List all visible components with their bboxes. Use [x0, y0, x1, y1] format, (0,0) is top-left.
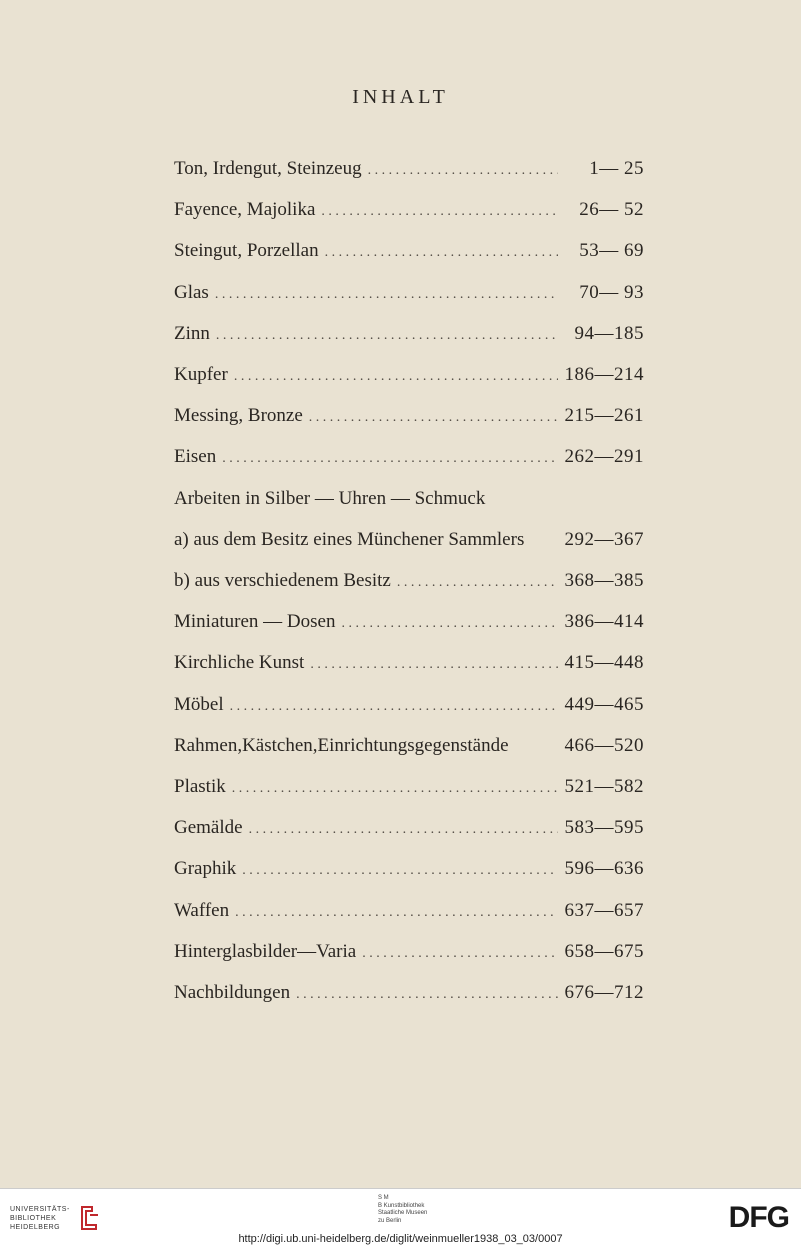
institution-line: zu Berlin	[378, 1217, 402, 1224]
toc-entry	[174, 405, 644, 435]
toc-entry-pages: 53— 69	[579, 240, 644, 262]
toc-dot-leader	[310, 657, 558, 673]
toc-entry	[174, 240, 644, 270]
university-emblem-icon	[78, 1203, 102, 1233]
toc-entry	[174, 652, 644, 682]
toc-entry-title: Möbel	[174, 693, 224, 715]
toc-entry	[174, 858, 644, 888]
toc-entry-pages: 466—520	[564, 734, 644, 756]
toc-dot-leader	[235, 905, 558, 921]
toc-entry-pages: 637—657	[564, 899, 644, 921]
toc-dot-leader	[232, 781, 558, 797]
toc-entry-pages: 94—185	[574, 322, 644, 344]
toc-dot-leader	[397, 575, 558, 591]
toc-entry-pages: 26— 52	[579, 199, 644, 221]
institution-line: S M	[378, 1195, 389, 1201]
toc-entry-title: Gemälde	[174, 817, 243, 839]
university-line: BIBLIOTHEK	[10, 1214, 57, 1222]
toc-dot-leader	[296, 987, 558, 1003]
toc-entry	[174, 158, 644, 188]
institution-line: B Kunstbibliothek	[378, 1202, 425, 1209]
toc-entry	[174, 364, 644, 394]
toc-entry-title: Steingut, Porzellan	[174, 240, 319, 262]
toc-entry	[174, 199, 644, 229]
toc-entry-title: Kupfer	[174, 364, 228, 385]
toc-entry	[174, 694, 644, 724]
toc-entry-pages: 676—712	[564, 982, 644, 1003]
toc-entry	[174, 900, 644, 930]
toc-dot-leader	[215, 287, 558, 303]
toc-entry	[174, 282, 644, 312]
toc-entry	[174, 982, 644, 1012]
toc-entry	[174, 529, 644, 559]
toc-entry-title: Miniaturen — Dosen	[174, 611, 336, 633]
toc-entry-title: b) aus verschiedenem Besitz	[174, 570, 391, 591]
toc-entry-title: Plastik	[174, 776, 226, 797]
holding-institution	[378, 1195, 427, 1225]
university-line: HEIDELBERG	[10, 1223, 61, 1231]
toc-entry-pages: 449—465	[564, 693, 644, 715]
toc-entry-pages: 292—367	[564, 528, 644, 550]
toc-entry-title: Waffen	[174, 899, 230, 921]
toc-entry-title: Eisen	[174, 446, 217, 468]
toc-entry	[174, 817, 644, 847]
toc-entry-pages: 1— 25	[589, 158, 644, 179]
toc-dot-leader	[362, 946, 558, 962]
toc-dot-leader	[249, 822, 558, 838]
toc-entry	[174, 735, 644, 765]
toc-entry-title: Zinn	[174, 322, 210, 344]
toc-entry-title: a) aus dem Besitz eines Münchener Sammlers	[174, 528, 525, 550]
toc-entry	[174, 446, 644, 476]
toc-entry-pages: 386—414	[564, 611, 644, 633]
toc-dot-leader	[216, 328, 558, 344]
toc-entry	[174, 941, 644, 971]
toc-entry-pages: 215—261	[564, 405, 644, 427]
toc-dot-leader	[230, 699, 558, 715]
viewer-footer	[0, 1188, 801, 1247]
toc-entry	[174, 570, 644, 600]
toc-dot-leader	[222, 451, 558, 467]
toc-entry-pages: 415—448	[564, 652, 644, 674]
toc-entry-title: Glas	[174, 281, 209, 303]
toc-dot-leader	[341, 616, 558, 632]
toc-entry	[174, 611, 644, 641]
toc-entry-pages: 70— 93	[579, 281, 644, 303]
toc-dot-leader	[321, 204, 558, 220]
toc-dot-leader	[309, 410, 558, 426]
toc-entry-title: Nachbildungen	[174, 982, 291, 1003]
toc-entry	[174, 776, 644, 806]
toc-entry-pages: 368—385	[564, 570, 644, 591]
page-title: INHALT	[352, 86, 449, 108]
toc-entry-pages: 658—675	[564, 940, 644, 962]
toc-dot-leader	[368, 163, 558, 179]
institution-line: Staatliche Museen	[378, 1210, 428, 1216]
toc-entry-title: Fayence, Majolika	[174, 199, 316, 221]
toc-entry-title: Hinterglasbilder—Varia	[174, 940, 357, 962]
toc-dot-leader	[234, 369, 558, 385]
toc-entry-pages: 521—582	[564, 776, 644, 797]
toc-entry-pages: 186—214	[564, 364, 644, 385]
toc-entry-title: Rahmen,Kästchen,Einrichtungsgegenstände	[174, 734, 509, 756]
toc-entry	[174, 323, 644, 353]
toc-entry-pages: 583—595	[564, 817, 644, 839]
toc-entry-title: Kirchliche Kunst	[174, 652, 305, 674]
toc-entry-title: Messing, Bronze	[174, 405, 303, 427]
toc-entry-title: Arbeiten in Silber — Uhren — Schmuck	[174, 487, 486, 509]
toc-entry	[174, 488, 644, 518]
page-url-link[interactable]: http://digi.ub.uni-heidelberg.de/diglit/weinmueller1938_03_03/0007	[238, 1233, 563, 1245]
toc-entry-pages: 596—636	[564, 858, 644, 880]
toc-entry-title: Graphik	[174, 858, 237, 880]
university-line: UNIVERSITÄTS-	[10, 1205, 70, 1213]
toc-dot-leader	[242, 863, 558, 879]
university-name	[10, 1205, 76, 1232]
toc-entry-pages: 262—291	[564, 446, 644, 468]
toc-entry-title: Ton, Irdengut, Steinzeug	[174, 158, 362, 179]
dfg-logo[interactable]: DFG	[728, 1201, 789, 1234]
university-library-logo[interactable]	[10, 1203, 102, 1233]
toc-dot-leader	[325, 245, 558, 261]
